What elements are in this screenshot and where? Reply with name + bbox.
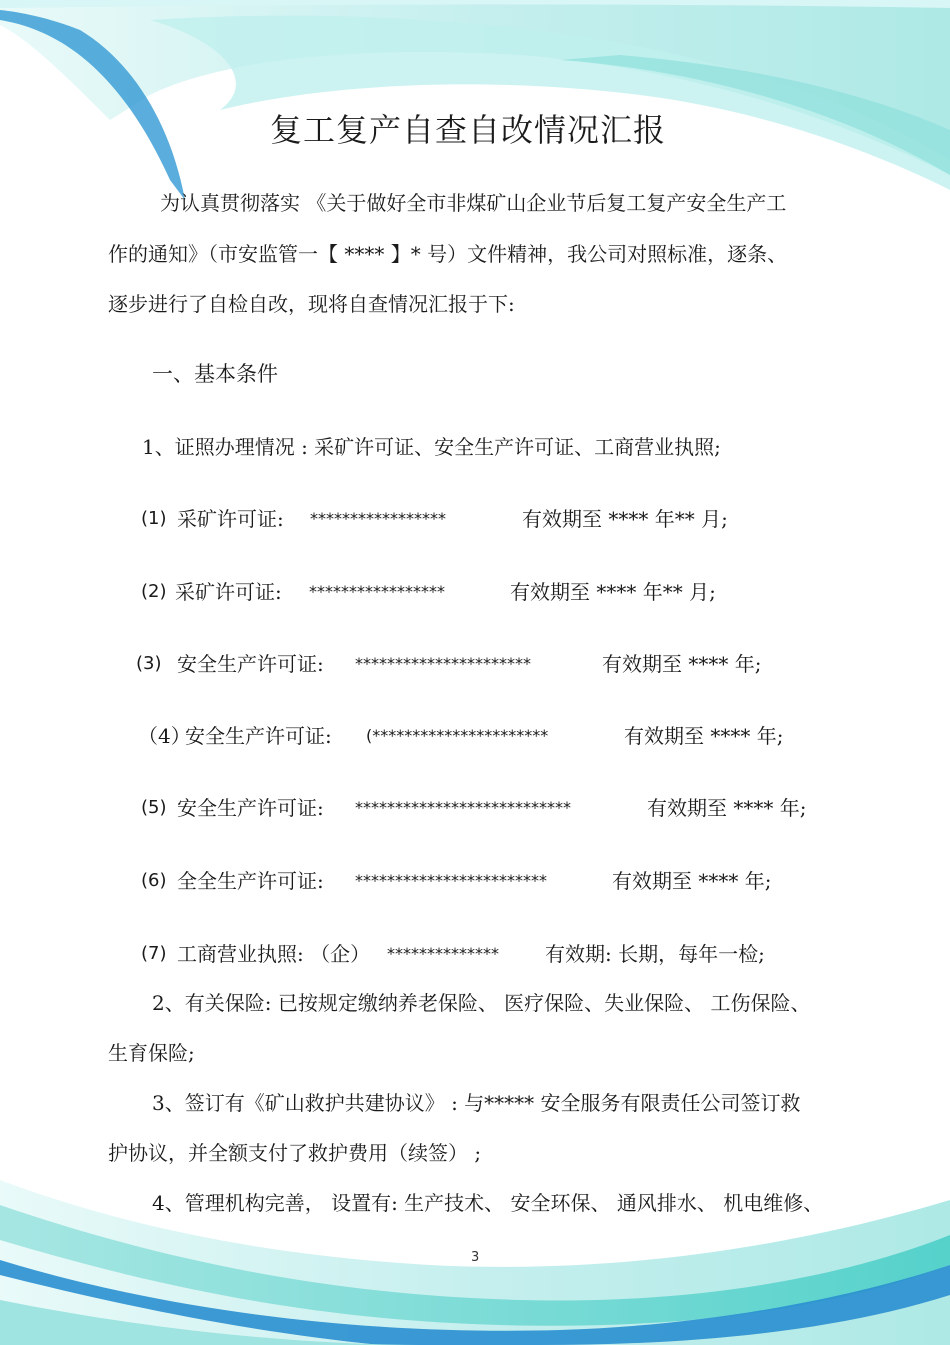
document-title: 复工复产自查自改情况汇报	[270, 111, 667, 149]
item-3-rescue-line-1: 3、签订有《矿山救护共建协议》 : 与***** 安全服务有限责任公司签订救	[152, 1091, 801, 1115]
license-validity: 有效期至 **** 年;	[602, 652, 762, 676]
license-number: （4）	[138, 724, 191, 748]
license-validity: 有效期至 **** 年** 月;	[510, 580, 716, 604]
item-2-insurance-line-2: 生育保险;	[108, 1041, 195, 1065]
license-number: (1)	[141, 508, 167, 529]
license-label: 采矿许可证:	[175, 580, 282, 604]
license-validity: 有效期至 **** 年;	[624, 724, 784, 748]
item-4-management: 4、管理机构完善， 设置有: 生产技术、 安全环保、 通风排水、 机电维修、	[152, 1191, 824, 1215]
item-1-licenses: 1、证照办理情况 : 采矿许可证、安全生产许可证、工商营业执照;	[142, 435, 721, 459]
section-heading-basic-conditions: 一、基本条件	[152, 362, 278, 386]
license-code: **********************	[355, 654, 531, 673]
item-3-rescue-line-2: 护协议，并全额支付了救护费用（续签） ;	[108, 1141, 482, 1165]
license-number: (6)	[141, 870, 167, 891]
license-code: *****************	[310, 509, 446, 528]
license-label: 安全生产许可证:	[185, 724, 332, 748]
license-code: *****************	[309, 582, 445, 601]
page-number: 3	[471, 1250, 480, 1265]
intro-line-1: 为认真贯彻落实 《关于做好全市非煤矿山企业节后复工复产安全生产工	[160, 191, 787, 215]
license-row	[0, 507, 950, 533]
license-row	[0, 869, 950, 895]
license-number: (7)	[141, 943, 167, 964]
license-validity: 有效期至 **** 年;	[647, 796, 807, 820]
license-label: 全全生产许可证:	[177, 869, 324, 893]
license-number: (5)	[141, 797, 167, 818]
license-label: 采矿许可证:	[177, 507, 284, 531]
license-row	[0, 724, 950, 750]
license-code: (**********************	[366, 726, 549, 745]
license-validity: 有效期至 **** 年;	[612, 869, 772, 893]
license-code: **************	[387, 944, 499, 963]
intro-line-2: 作的通知》（市安监管一【 **** 】* 号）文件精神，我公司对照标准，逐条、	[108, 242, 788, 266]
license-code: ***************************	[355, 798, 571, 817]
license-row	[0, 796, 950, 822]
license-validity: 有效期至 **** 年** 月;	[522, 507, 728, 531]
license-row	[0, 580, 950, 606]
intro-line-3: 逐步进行了自检自改，现将自查情况汇报于下:	[108, 292, 515, 316]
license-number: (2)	[141, 581, 167, 602]
license-code: ************************	[355, 871, 547, 890]
license-label: 工商营业执照: （企）	[177, 942, 371, 966]
license-row	[0, 652, 950, 678]
item-2-insurance-line-1: 2、有关保险: 已按规定缴纳养老保险、 医疗保险、失业保险、 工伤保险、	[152, 991, 811, 1015]
license-validity: 有效期: 长期，每年一检;	[545, 942, 765, 966]
license-row	[0, 942, 950, 968]
license-label: 安全生产许可证:	[177, 796, 324, 820]
license-label: 安全生产许可证:	[177, 652, 324, 676]
license-number: (3)	[136, 653, 162, 674]
